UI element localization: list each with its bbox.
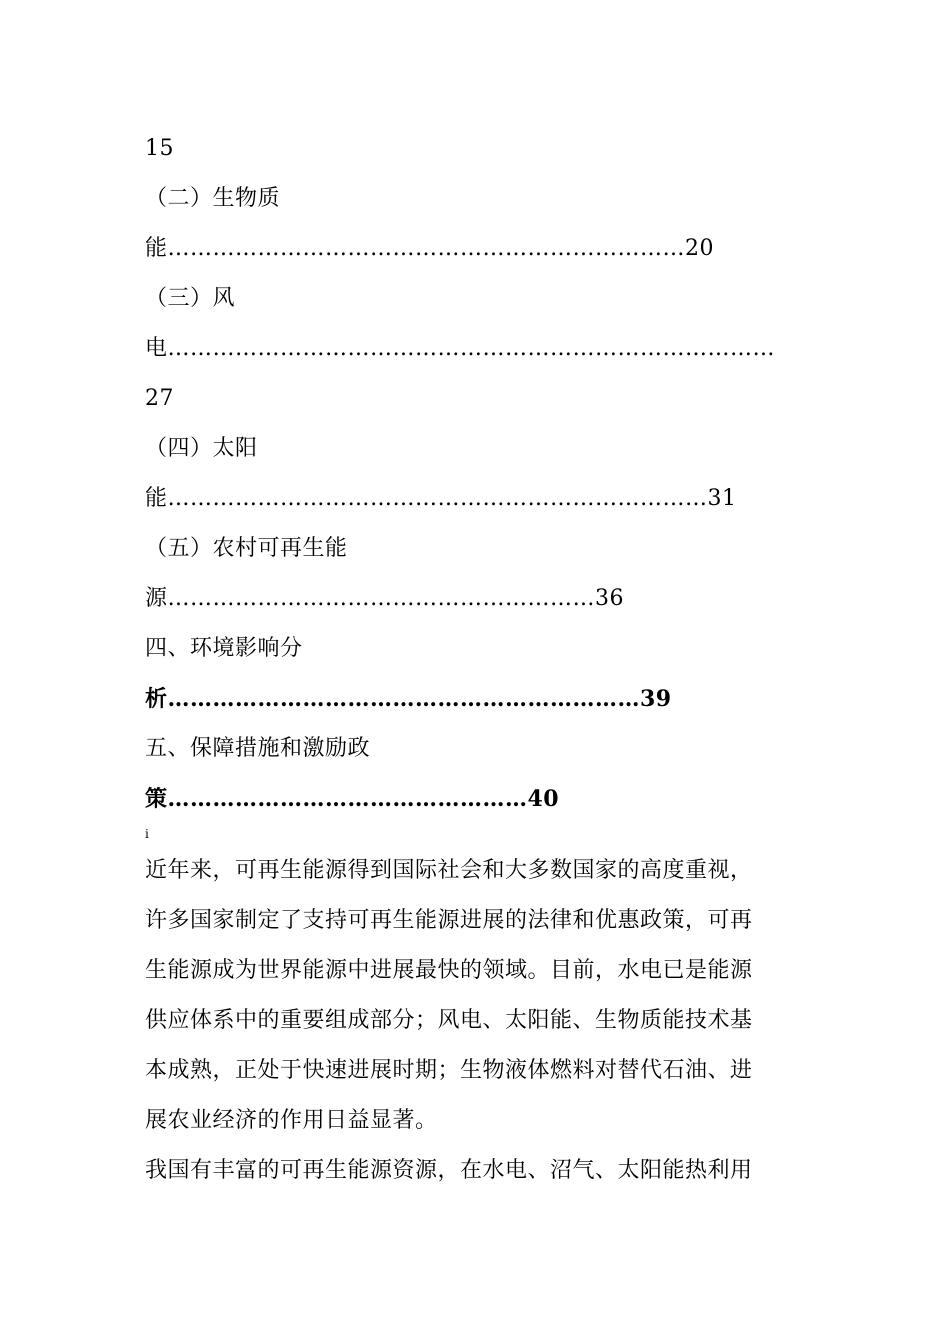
paragraph-line: 生能源成为世界能源中进展最快的领域。目前，水电已是能源: [145, 958, 753, 983]
toc-page-number: 27: [145, 386, 174, 411]
toc-page-number: 15: [145, 136, 174, 161]
paragraph-line: 本成熟，正处于快速进展时期；生物液体燃料对替代石油、进: [145, 1058, 753, 1083]
toc-entry-wind-title: （三）风: [145, 286, 236, 311]
paragraph-line: 供应体系中的重要组成部分；风电、太阳能、生物质能技术基: [145, 1008, 753, 1033]
toc-entry-solar-title: （四）太阳: [145, 436, 258, 461]
toc-entry-biomass-title: （二）生物质: [145, 186, 281, 211]
toc-chapter-environment-leader: 析………………………………………………………39: [145, 686, 672, 712]
body-paragraph-2: [145, 1146, 805, 1196]
body-paragraph-1: [145, 846, 805, 1146]
toc-entry-rural-leader: 源…………………………………………………36: [145, 586, 624, 611]
toc-chapter-measures-leader: 策…………………………………………40: [145, 786, 560, 812]
toc-entry-wind-leader: 电………………………………………………………………………: [145, 336, 776, 361]
toc-chapter-measures-title: 五、保障措施和激励政: [145, 736, 371, 761]
paragraph-line: 展农业经济的作用日益显著。: [145, 1108, 438, 1133]
paragraph-line: 许多国家制定了支持可再生能源进展的法律和优惠政策，可再: [145, 908, 753, 933]
paragraph-line: 近年来，可再生能源得到国际社会和大多数国家的高度重视，: [145, 858, 753, 883]
footnote-marker: i: [145, 827, 149, 841]
toc-chapter-environment-title: 四、环境影响分: [145, 636, 303, 661]
toc-entry-solar-leader: 能………………………………………………………………31: [145, 486, 737, 511]
toc-entry-biomass-leader: 能……………………………………………………………20: [145, 236, 714, 261]
paragraph-line: 我国有丰富的可再生能源资源，在水电、沼气、太阳能热利用: [145, 1158, 753, 1183]
toc-entry-rural-title: （五）农村可再生能: [145, 536, 348, 561]
